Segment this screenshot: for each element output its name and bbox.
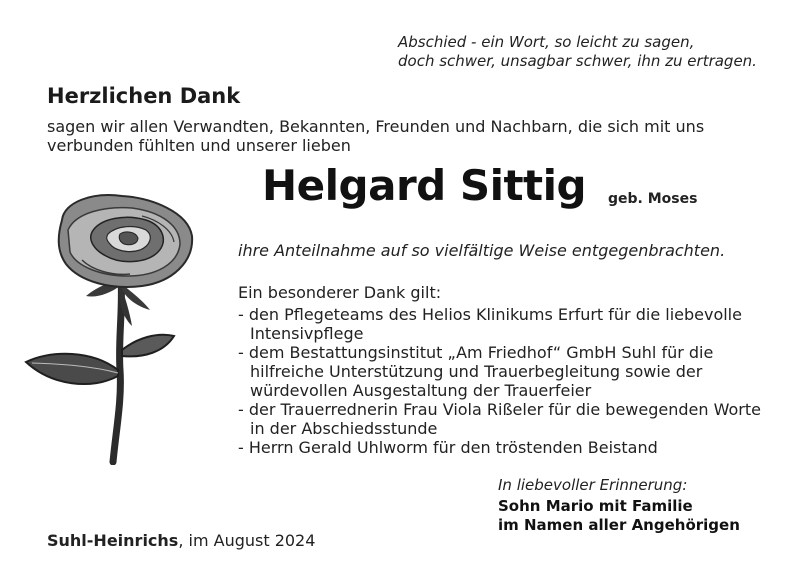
special-thanks-heading: Ein besonderer Dank gilt: [238,283,442,302]
thanks-heading: Herzlichen Dank [47,84,241,108]
list-item [238,305,761,343]
place-date [47,531,315,550]
place-town: Suhl-Heinrichs [47,531,179,550]
intro-line-1: sagen wir allen Verwandten, Bekannten, Freunden und Nachbarn, die sich mit uns [47,117,705,136]
memory-line: In liebevoller Erinnerung: [498,476,688,494]
birth-name: geb. Moses [608,191,698,207]
list-item-line: hilfreiche Unterstützung und Trauerbegleitung sowie der [250,362,703,381]
quote-line-1: Abschied - ein Wort, so leicht zu sagen, [398,33,695,51]
list-item-line: - den Pflegeteams des Helios Klinikums Erfurt für die liebevolle [238,305,742,324]
list-item [238,400,761,438]
acknowledgement-sentence: ihre Anteilnahme auf so vielfältige Weise entgegenbrachten. [238,241,726,260]
deceased-name: Helgard Sittig [262,161,587,210]
list-item-line: würdevollen Ausgestaltung der Trauerfeier [250,381,592,400]
list-item-line: - der Trauerrednerin Frau Viola Rißeler für die bewegenden Worte [238,400,761,419]
quote-line-2: doch schwer, unsagbar schwer, ihn zu ertragen. [398,52,757,70]
place-date-text: , im August 2024 [178,531,316,550]
rose-icon [22,190,200,465]
signature-block [498,497,740,535]
signature-line-1: Sohn Mario mit Familie [498,497,693,515]
list-item-line: Intensivpflege [250,324,364,343]
intro-line-2: verbunden fühlten und unserer lieben [47,136,351,155]
list-item-line: in der Abschiedsstunde [250,419,438,438]
intro-text [47,117,704,155]
farewell-quote [398,33,757,71]
list-item [238,343,761,400]
list-item-line: - dem Bestattungsinstitut „Am Friedhof“ GmbH Suhl für die [238,343,714,362]
list-item-line: - Herrn Gerald Uhlworm für den tröstenden Beistand [238,438,658,457]
signature-line-2: im Namen aller Angehörigen [498,516,740,534]
list-item [238,438,761,457]
special-thanks-list [238,305,761,457]
